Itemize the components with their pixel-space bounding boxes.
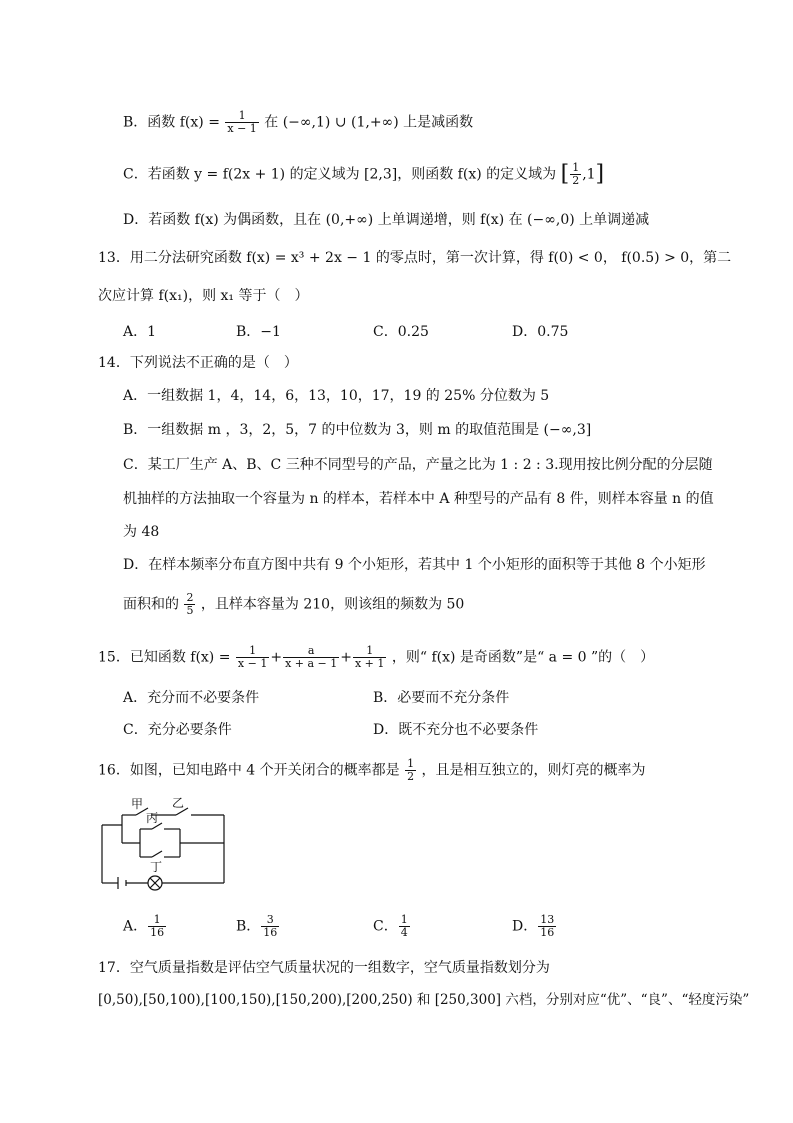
fraction xyxy=(261,914,279,939)
option-15b: B．必要而不充分条件 xyxy=(373,690,510,706)
option-13c: C．0.25 xyxy=(373,324,429,340)
option-13d: D．0.75 xyxy=(512,324,569,340)
option-12c xyxy=(123,162,604,187)
question-13-line2: 次应计算 f(x₁)，则 x₁ 等于（ ） xyxy=(98,288,309,304)
frac-den: 2 xyxy=(572,174,580,187)
fraction xyxy=(148,914,166,939)
option-16b xyxy=(236,914,280,939)
frac-den: x − 1 xyxy=(227,122,257,135)
option-15c: C．充分必要条件 xyxy=(123,722,232,738)
question-16-prefix: 16．如图，已知电路中 4 个开关闭合的概率都是 xyxy=(98,762,400,779)
frac-den: x − 1 xyxy=(237,657,268,670)
switch-label-yi: 乙 xyxy=(172,796,185,810)
option-16a xyxy=(123,914,167,939)
option-15a: A．充分而不必要条件 xyxy=(123,690,260,706)
fraction xyxy=(283,645,339,670)
fraction xyxy=(405,758,416,783)
question-17-line2: [0,50),[50,100),[100,150),[150,200),[200,250) 和 [250,300] 六档，分别对应“优”、“良”、“轻度污染” xyxy=(98,992,750,1008)
option-letter: A． xyxy=(123,918,148,935)
switch-label-ding: 丁 xyxy=(150,860,163,874)
fraction xyxy=(236,645,269,670)
option-16d xyxy=(512,914,557,939)
frac-den: 4 xyxy=(400,926,408,939)
option-14d-suffix: ，且样本容量为 210，则该组的频数为 50 xyxy=(200,596,465,613)
question-14-stem: 14．下列说法不正确的是（ ） xyxy=(98,355,298,371)
option-14c-line1: C．某工厂生产 A、B、C 三种不同型号的产品，产量之比为 1 : 2 : 3.现用按比例分配的分层随 xyxy=(123,457,713,473)
frac-num: 3 xyxy=(261,914,279,927)
fraction xyxy=(538,914,556,939)
option-14b: B．一组数据 m ，3，2，5，7 的中位数为 3，则 m 的取值范围是 (−∞,3] xyxy=(123,422,592,438)
option-12c-suffix: ,1 xyxy=(582,166,596,183)
question-15-prefix: 15．已知函数 f(x) = xyxy=(98,649,235,666)
frac-den: 16 xyxy=(150,926,165,939)
fraction xyxy=(399,914,410,939)
option-14c-line3: 为 48 xyxy=(123,524,160,540)
frac-den: 2 xyxy=(407,770,415,783)
option-12d: D．若函数 f(x) 为偶函数，且在 (0,+∞) 上单调递增，则 f(x) 在 (−∞,0) 上单调递减 xyxy=(123,212,650,228)
frac-num: 1 xyxy=(407,757,415,770)
frac-den: 16 xyxy=(540,926,555,939)
option-letter: C． xyxy=(373,918,398,935)
option-14d-prefix: 面积和的 xyxy=(123,596,179,613)
frac-num: 1 xyxy=(353,645,386,658)
option-13a: A．1 xyxy=(123,324,157,340)
option-12c-prefix: C．若函数 y = f(2x + 1) 的定义域为 [2,3]，则函数 f(x) 的定义域为 xyxy=(123,166,561,183)
bracket-left: [ xyxy=(560,161,570,187)
option-12b-prefix: B．函数 f(x) = xyxy=(123,114,225,131)
option-14a: A．一组数据 1，4，14，6，13，10，17，19 的 25% 分位数为 5 xyxy=(123,388,550,404)
frac-num: 13 xyxy=(540,913,555,926)
frac-den: x + 1 xyxy=(354,657,385,670)
frac-den: x + a − 1 xyxy=(285,657,338,670)
question-16 xyxy=(98,758,646,783)
fraction xyxy=(184,592,195,617)
option-letter: D． xyxy=(512,918,538,935)
frac-num: 1 xyxy=(148,914,166,927)
switch-label-bing: 丙 xyxy=(146,811,159,825)
option-16c xyxy=(373,914,411,939)
question-17-line1: 17．空气质量指数是评估空气质量状况的一组数字，空气质量指数划分为 xyxy=(98,960,550,976)
bracket-right: ] xyxy=(595,161,605,187)
fraction xyxy=(225,110,258,135)
question-16-suffix: ，且是相互独立的，则灯亮的概率为 xyxy=(421,762,646,779)
fraction xyxy=(570,162,581,187)
frac-den: 5 xyxy=(186,604,194,617)
switch-label-jia: 甲 xyxy=(131,797,144,811)
frac-num: a xyxy=(283,645,339,658)
frac-num: 1 xyxy=(572,161,580,174)
frac-num: 1 xyxy=(400,913,408,926)
frac-den: 16 xyxy=(263,926,278,939)
option-14d-line2 xyxy=(123,592,464,617)
option-13b: B．−1 xyxy=(236,324,281,340)
option-12b-suffix: 在 (−∞,1) ∪ (1,+∞) 上是减函数 xyxy=(264,114,474,131)
option-12b xyxy=(123,110,473,135)
frac-num: 1 xyxy=(225,110,258,123)
frac-num: 2 xyxy=(186,591,194,604)
circuit-diagram xyxy=(96,795,231,893)
question-15: 15．已知函数 f(x) = $\frac{1}{x - 1}$ + $\frac{a}{x + a - 1}$ + $\frac{1}{x + 1}$ ，则“ f(x) 是奇函数”是“ a = 0 ”的（ ） xyxy=(98,644,655,670)
frac-num: 1 xyxy=(236,645,269,658)
option-letter: B． xyxy=(236,918,261,935)
fraction xyxy=(353,645,386,670)
option-15d: D．既不充分也不必要条件 xyxy=(373,722,539,738)
option-14d-line1: D．在样本频率分布直方图中共有 9 个小矩形，若其中 1 个小矩形的面积等于其他 8 个小矩形 xyxy=(123,557,706,573)
question-15-suffix: ，则“ f(x) 是奇函数”是“ a = 0 ”的（ ） xyxy=(391,649,655,666)
question-13-line1: 13．用二分法研究函数 f(x) = x³ + 2x − 1 的零点时，第一次计算，得 f(0) < 0， f(0.5) > 0，第二 xyxy=(98,250,732,266)
option-14c-line2: 机抽样的方法抽取一个容量为 n 的样本，若样本中 A 种型号的产品有 8 件，则样本容量 n 的值 xyxy=(123,491,714,507)
